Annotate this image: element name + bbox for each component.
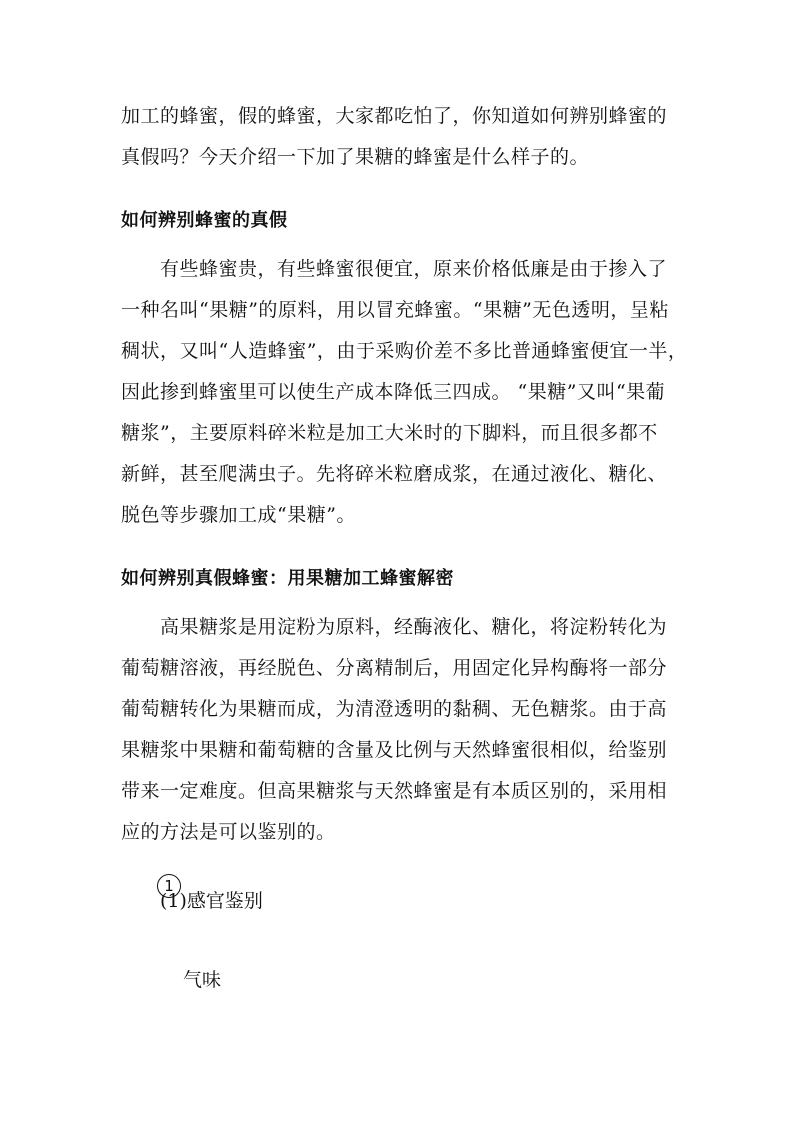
section-heading-2: 如何辨别真假蜂蜜：用果糖加工蜂蜜解密: [121, 568, 454, 589]
intro-line-2: 真假吗？今天介绍一下加了果糖的蜂蜜是什么样子的。: [121, 146, 590, 168]
paragraph-line: 应的方法是可以鉴别的。: [121, 821, 336, 843]
paragraph-line: 一种名叫“果糖”的原料，用以冒充蜂蜜。“果糖”无色透明，呈粘: [121, 299, 669, 321]
list-item-sensory-identification: (1)感官鉴别: [160, 890, 263, 912]
intro-line-1: 加工的蜂蜜，假的蜂蜜，大家都吃怕了，你知道如何辨别蜂蜜的: [121, 105, 668, 127]
paragraph-line: 糖浆”，主要原料碎米粒是加工大米时的下脚料，而且很多都不: [121, 422, 658, 444]
paragraph-line: 葡萄糖溶液，再经脱色、分离精制后，用固定化异构酶将一部分: [121, 657, 668, 679]
paragraph-line: 高果糖浆是用淀粉为原料，经酶液化、糖化，将淀粉转化为: [160, 616, 668, 638]
circled-number-marker: 1: [157, 874, 181, 898]
paragraph-line: 带来一定难度。但高果糖浆与天然蜂蜜是有本质区别的，采用相: [121, 780, 668, 802]
section-heading-1: 如何辨别蜂蜜的真假: [121, 210, 288, 231]
paragraph-line: 新鲜，甚至爬满虫子。先将碎米粒磨成浆，在通过液化、糖化、: [121, 463, 668, 485]
paragraph-line: 稠状，又叫“人造蜂蜜”，由于采购价差不多比普通蜂蜜便宜一半，: [121, 340, 688, 362]
paragraph-line: 因此掺到蜂蜜里可以使生产成本降低三四成。 “果糖”又叫“果葡: [121, 381, 666, 403]
list-subitem-smell: 气味: [183, 969, 222, 991]
paragraph-line: 葡萄糖转化为果糖而成，为清澄透明的黏稠、无色糖浆。由于高: [121, 698, 668, 720]
paragraph-line: 有些蜂蜜贵，有些蜂蜜很便宜，原来价格低廉是由于掺入了: [160, 258, 668, 280]
paragraph-line: 果糖浆中果糖和葡萄糖的含量及比例与天然蜂蜜很相似，给鉴别: [121, 739, 668, 761]
paragraph-line: 脱色等步骤加工成“果糖”。: [121, 504, 356, 526]
